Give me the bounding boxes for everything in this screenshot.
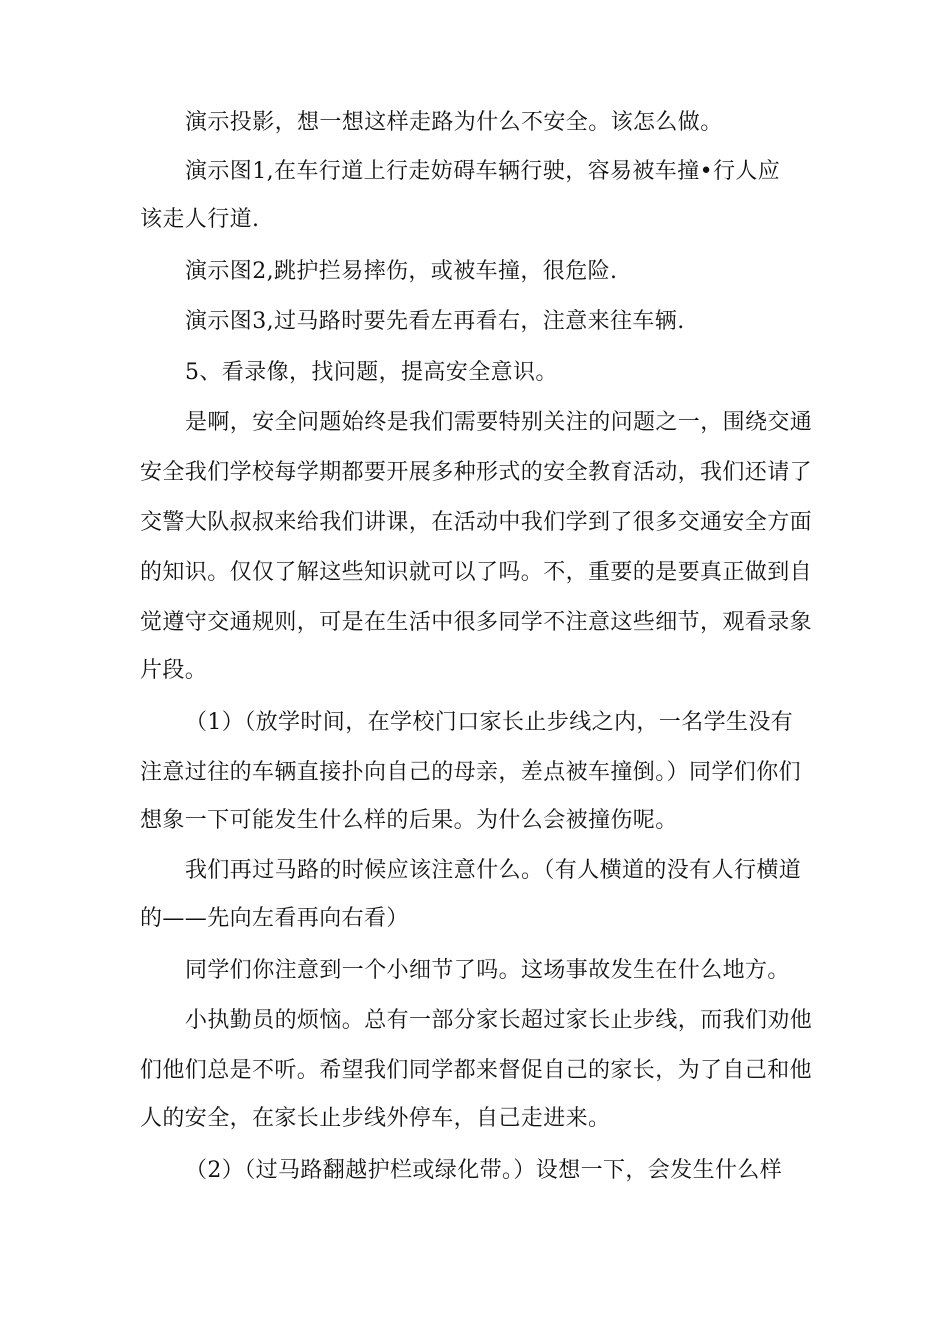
section-heading: 5、看录像，找问题，提高安全意识。: [185, 360, 558, 385]
paragraph-line: 想象一下可能发生什么样的后果。为什么会被撞伤呢。: [140, 808, 678, 833]
paragraph-line: 注意过往的车辆直接扑向自己的母亲，差点被车撞倒。）同学们你们: [140, 760, 802, 785]
paragraph-line: （2）（过马路翻越护栏或绿化带。）设想一下，会发生什么样: [185, 1158, 783, 1183]
paragraph-line: （1）（放学时间，在学校门口家长止步线之内，一名学生没有: [185, 710, 794, 735]
paragraph-line: 们他们总是不听。希望我们同学都来督促自己的家长，为了自己和他: [140, 1058, 813, 1083]
paragraph-line: 觉遵守交通规则，可是在生活中很多同学不注意这些细节，观看录象: [140, 610, 813, 635]
paragraph-line: 的——先向左看再向右看）: [140, 906, 409, 931]
paragraph-line: 演示图1,在车行道上行走妨碍车辆行驶，容易被车撞•行人应: [185, 159, 781, 184]
paragraph-line: 是啊，安全问题始终是我们需要特别关注的问题之一，围绕交通: [185, 410, 813, 435]
paragraph-line: 交警大队叔叔来给我们讲课，在活动中我们学到了很多交通安全方面: [140, 510, 813, 535]
paragraph-line: 我们再过马路的时候应该注意什么。（有人横道的没有人行横道: [185, 858, 802, 883]
paragraph-line: 演示投影，想一想这样走路为什么不安全。该怎么做。: [185, 110, 723, 135]
paragraph-line: 安全我们学校每学期都要开展多种形式的安全教育活动，我们还请了: [140, 460, 813, 485]
paragraph-line: 演示图2,跳护拦易摔伤，或被车撞，很危险.: [185, 259, 618, 284]
paragraph-line: 的知识。仅仅了解这些知识就可以了吗。不，重要的是要真正做到自: [140, 560, 813, 585]
paragraph-line: 同学们你注意到一个小细节了吗。这场事故发生在什么地方。: [185, 958, 790, 983]
paragraph-line: 人的安全，在家长止步线外停车，自己走进来。: [140, 1106, 611, 1131]
paragraph-line: 演示图3,过马路时要先看左再看右，注意来往车辆.: [185, 309, 685, 334]
paragraph-line: 片段。: [140, 658, 208, 683]
paragraph-line: 该走人行道.: [140, 207, 260, 232]
paragraph-line: 小执勤员的烦恼。总有一部分家长超过家长止步线，而我们劝他: [185, 1008, 813, 1033]
